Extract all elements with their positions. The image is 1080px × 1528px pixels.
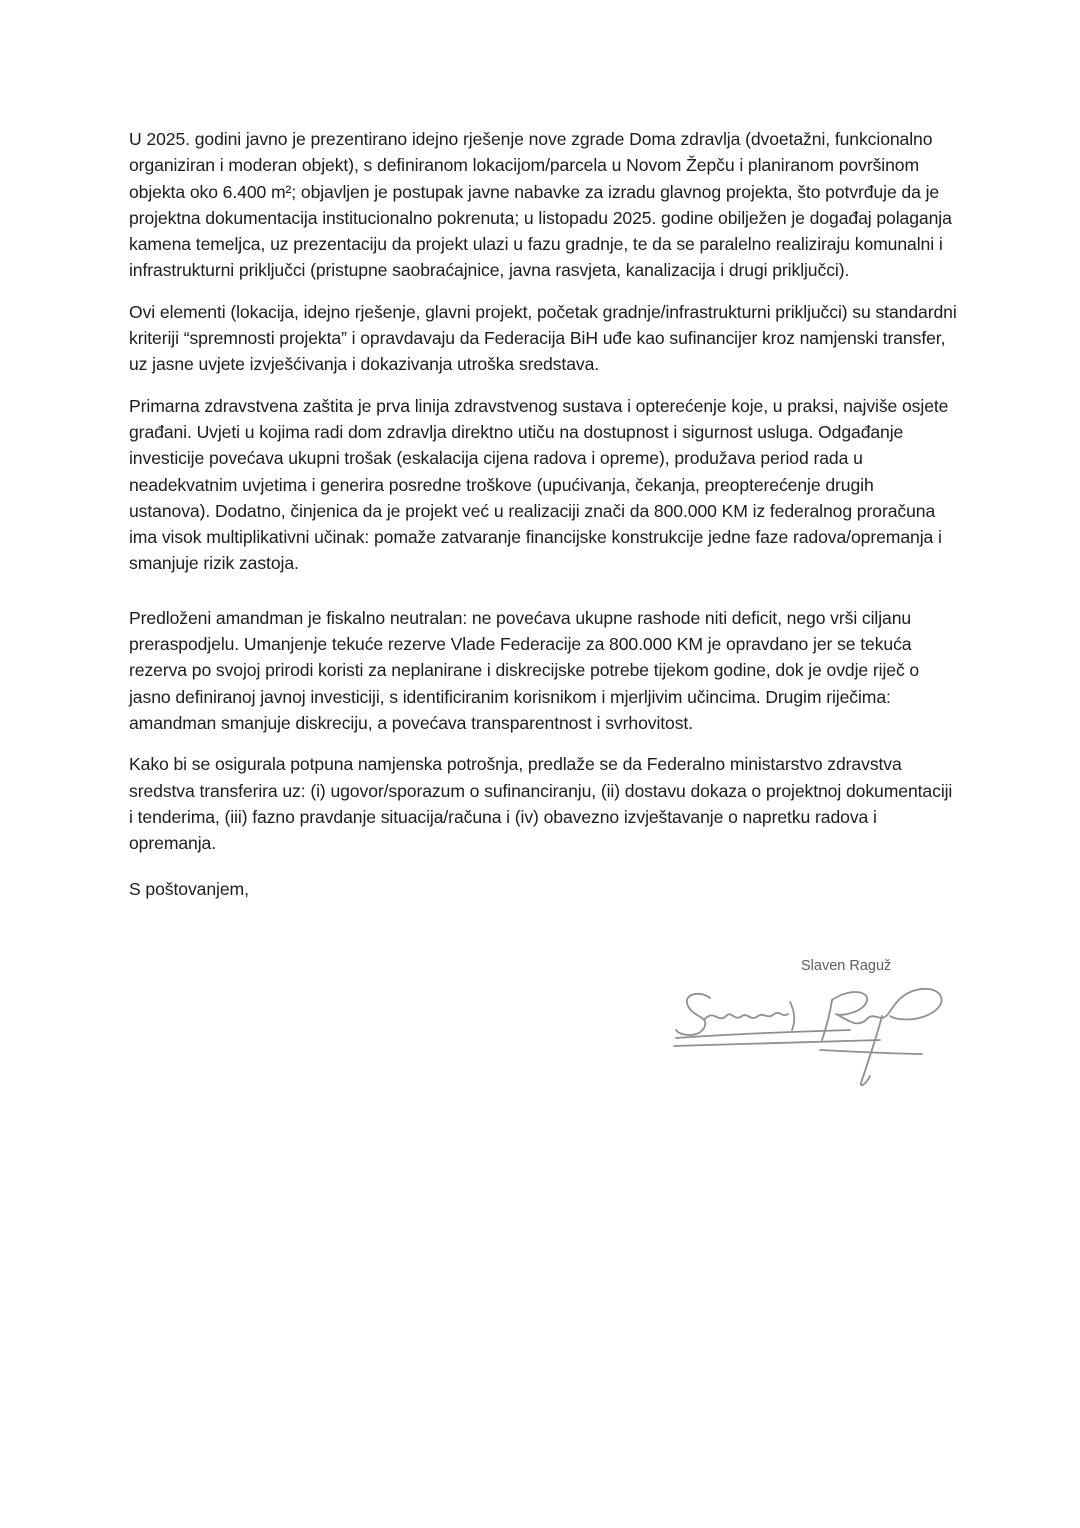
paragraph-primary-healthcare: Primarna zdravstvena zaštita je prva linija zdravstvenog sustava i opterećenje koje, u praksi, najviše osjete građani. Uvjeti u kojima radi dom zdravlja direktno utiču na dostupnost i sigurnost usluga. Odgađanje investicije povećava ukupni trošak (eskalacija cijena radova i opreme), produžava period rada u neadekvatnim uvjetima i generira posredne troškove (upućivanja, čekanja, preopterećenje drugih ustanova). Dodatno, činjenica da je projekt već u realizaciji znači da 800.000 KM iz federalnog proračuna ima visok multiplikativni učinak: pomaže zatvaranje financijske konstrukcije jedne faze radova/opremanja i smanjuje rizik zastoja.	[129, 395, 949, 574]
paragraph-transfer-conditions: Kako bi se osigurala potpuna namjenska potrošnja, predlaže se da Federalno ministarstvo zdravstva sredstva transferira uz: (i) ugovor/sporazum o sufinanciranju, (ii) dostavu dokaza o projektnoj dokumentaciji i tenderima, (iii) fazno pravdanje situacija/računa i (iv) obavezno izvještavanje o napretku radova i opremanja.	[129, 754, 953, 854]
closing-salutation: S poštovanjem,	[129, 879, 249, 900]
paragraph-fiscal-neutrality: Predloženi amandman je fiskalno neutralan: ne povećava ukupne rashode niti deficit, nego vrši ciljanu preraspodjelu. Umanjenje tekuće rezerve Vlade Federacije za 800.000 KM je opravdano jer se tekuća rezerva po svojoj prirodi koristi za neplanirane i diskrecijske potrebe tijekom godine, dok je ovdje riječ o jasno definiranoj javnoj investiciji, s identificiranim korisnikom i mjerljivim učincima. Drugim riječima: amandman smanjuje diskreciju, a povećava transparentnost i svrhovitost.	[129, 607, 920, 733]
signature-block	[670, 950, 960, 1090]
handwritten-signature	[670, 980, 960, 1090]
paragraph-project-status: U 2025. godini javno je prezentirano idejno rješenje nove zgrade Doma zdravlja (dvoetažni, funkcionalno organiziran i moderan objekt), s definiranom lokacijom/parcela u Novom Žepču i planiranom površinom objekta oko 6.400 m²; objavljen je postupak javne nabavke za izradu glavnog projekta, što potvrđuje da je projektna dokumentacija institucionalno pokrenuta; u listopadu 2025. godine obilježen je događaj polaganja kamena temeljca, uz prezentaciju da projekt ulazi u fazu gradnje, te da se paralelno realiziraju komunalni i infrastrukturni priključci (pristupne saobraćajnice, javna rasvjeta, kanalizacija i drugi priključci).	[129, 129, 952, 281]
paragraph-readiness-criteria: Ovi elementi (lokacija, idejno rješenje, glavni projekt, početak gradnje/infrastrukturni priključci) su standardni kriteriji “spremnosti projekta” i opravdavaju da Federacija BiH uđe kao sufinancijer kroz namjenski transfer, uz jasne uvjete izvješćivanja i dokazivanja utroška sredstava.	[129, 301, 957, 375]
letter-body	[129, 126, 959, 918]
signer-name: Slaven Raguž	[801, 958, 892, 974]
